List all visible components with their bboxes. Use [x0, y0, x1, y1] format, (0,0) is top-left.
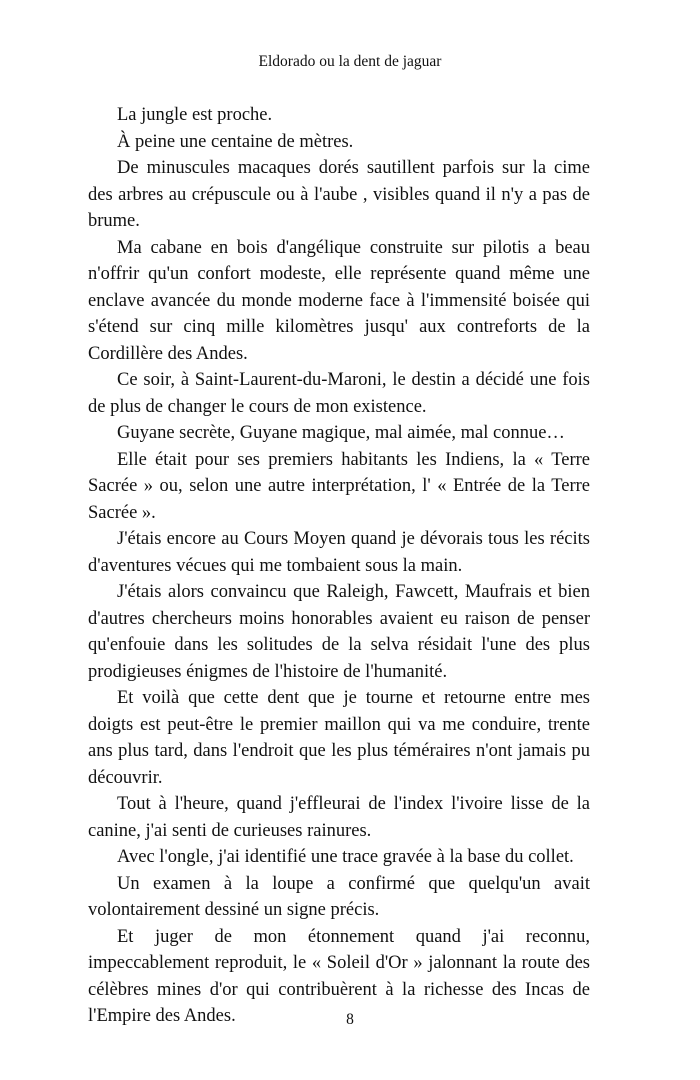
page-number: 8	[346, 1011, 354, 1028]
paragraph: J'étais alors convaincu que Raleigh, Fawcett, Maufrais et bien d'autres chercheurs moins honorables avaient eu raison de penser qu'enfouie dans les solitudes de la selva résidait l'une des plus prodigieuses énigmes de l'histoire de l'humanité.	[88, 582, 590, 682]
paragraph: Elle était pour ses premiers habitants les Indiens, la « Terre Sacrée » ou, selon une autre interprétation, l' « Entrée de la Terre Sacrée ».	[88, 449, 590, 523]
running-header: Eldorado ou la dent de jaguar	[258, 53, 442, 70]
paragraph: Ma cabane en bois d'angélique construite sur pilotis a beau n'offrir qu'un confort modeste, elle représente quand même une enclave avancée du monde moderne face à l'immensité boisée qui s'étend sur cinq mille kilomètres jusqu' aux contreforts de la Cordillère des Andes.	[88, 237, 590, 364]
paragraph: Et juger de mon étonnement quand j'ai reconnu, impeccablement reproduit, le « Soleil d'Or » jalonnant la route des célèbres mines d'or qui contribuèrent à la richesse des Incas de l'Empire des Andes.	[88, 926, 590, 1026]
chapter-body	[88, 102, 590, 1030]
paragraph: Tout à l'heure, quand j'effleurai de l'index l'ivoire lisse de la canine, j'ai senti de curieuses rainures.	[88, 794, 590, 841]
paragraph: Avec l'ongle, j'ai identifié une trace gravée à la base du collet.	[117, 847, 574, 867]
paragraph: De minuscules macaques dorés sautillent parfois sur la cime des arbres au crépuscule ou à l'aube , visibles quand il n'y a pas de brume.	[88, 158, 590, 231]
paragraph: Et voilà que cette dent que je tourne et retourne entre mes doigts est peut-être le premier maillon qui va me conduire, trente ans plus tard, dans l'endroit que les plus téméraires n'ont jamais pu découvrir.	[88, 688, 590, 788]
paragraph: À peine une centaine de mètres.	[117, 131, 354, 152]
paragraph: Un examen à la loupe a confirmé que quelqu'un avait volontairement dessiné un signe précis.	[88, 873, 590, 920]
paragraph: La jungle est proche.	[117, 105, 273, 125]
paragraph: Guyane secrète, Guyane magique, mal aimée, mal connue…	[117, 423, 565, 443]
paragraph: Ce soir, à Saint-Laurent-du-Maroni, le destin a décidé une fois de plus de changer le cours de mon existence.	[88, 370, 590, 417]
paragraph: J'étais encore au Cours Moyen quand je dévorais tous les récits d'aventures vécues qui me tombaient sous la main.	[88, 529, 590, 576]
